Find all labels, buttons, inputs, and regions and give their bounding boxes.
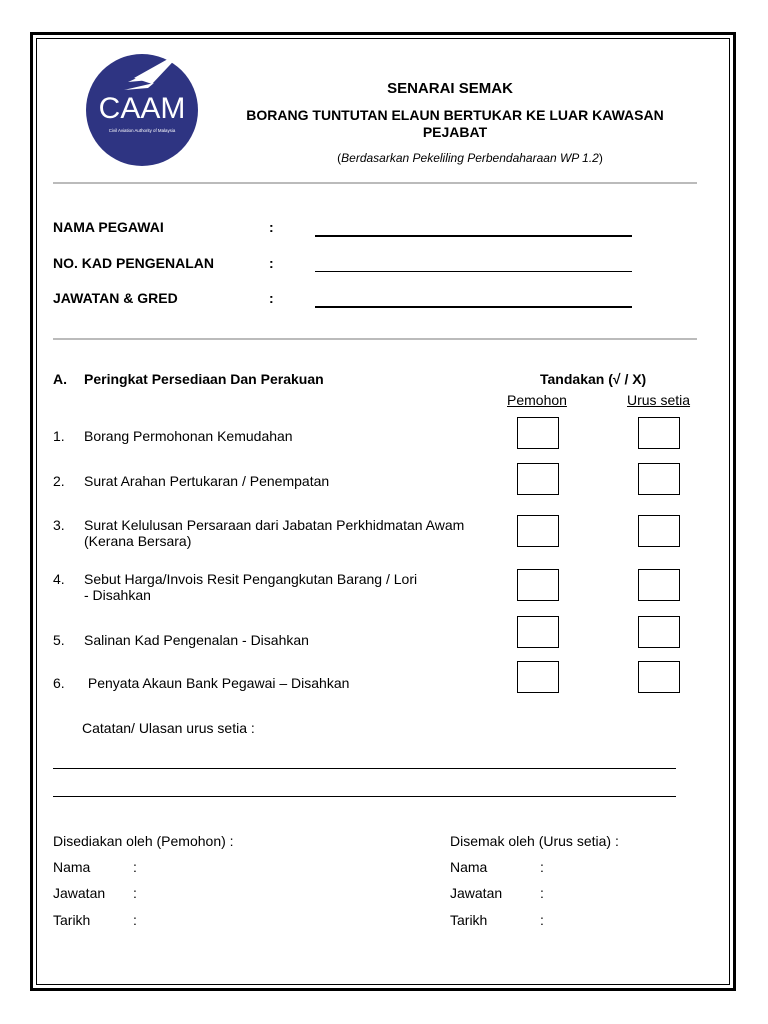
field-colon: : — [269, 290, 274, 306]
sig-colon: : — [133, 912, 137, 928]
sig-colon: : — [540, 885, 544, 901]
sig-colon: : — [133, 885, 137, 901]
item-number: 5. — [53, 632, 65, 648]
item-text: Sebut Harga/Invois Resit Pengangkutan Barang / Lori - Disahkan — [84, 571, 418, 603]
divider-top — [53, 182, 697, 184]
field-colon: : — [269, 219, 274, 235]
sig-heading-pemohon: Disediakan oleh (Pemohon) : — [53, 833, 234, 849]
caam-logo — [84, 50, 200, 166]
field-label-nama: NAMA PEGAWAI — [53, 219, 164, 235]
sig-row-label: Tarikh — [450, 912, 488, 928]
column-header-pemohon: Pemohon — [507, 392, 567, 408]
sig-row-label: Jawatan — [53, 885, 106, 901]
checkbox-urus-setia-2[interactable] — [638, 463, 680, 495]
checkbox-urus-setia-1[interactable] — [638, 417, 680, 449]
checkbox-pemohon-6[interactable] — [517, 661, 559, 693]
item-text: Surat Kelulusan Persaraan dari Jabatan Perkhidmatan Awam (Kerana Bersara) — [84, 517, 465, 549]
form-basis: (Berdasarkan Pekeliling Perbendaharaan WP 1.2) — [337, 151, 603, 165]
checkbox-pemohon-4[interactable] — [517, 569, 559, 601]
column-header-urus-setia: Urus setia — [627, 392, 691, 408]
item-text: Salinan Kad Pengenalan - Disahkan — [84, 632, 309, 648]
item-text: Penyata Akaun Bank Pegawai – Disahkan — [84, 675, 350, 691]
sig-row-label: Tarikh — [53, 912, 91, 928]
field-input-jawatan[interactable] — [315, 306, 632, 308]
marks-label: Tandakan (√ / X) — [540, 371, 647, 387]
sig-row-label: Jawatan — [450, 885, 503, 901]
item-number: 1. — [53, 428, 65, 444]
item-number: 3. — [53, 517, 65, 533]
section-letter: A. — [53, 371, 67, 387]
checkbox-urus-setia-6[interactable] — [638, 661, 680, 693]
notes-line-1[interactable] — [53, 768, 676, 769]
item-number: 6. — [53, 675, 65, 691]
item-text: Borang Permohonan Kemudahan — [84, 428, 293, 444]
sig-colon: : — [133, 859, 137, 875]
checkbox-urus-setia-5[interactable] — [638, 616, 680, 648]
checkbox-pemohon-2[interactable] — [517, 463, 559, 495]
form-subtitle: BORANG TUNTUTAN ELAUN BERTUKAR KE LUAR KAWASAN PEJABAT — [246, 107, 664, 140]
checkbox-pemohon-5[interactable] — [517, 616, 559, 648]
field-label-ic: NO. KAD PENGENALAN — [53, 255, 215, 271]
checkbox-pemohon-1[interactable] — [517, 417, 559, 449]
divider-middle — [53, 338, 697, 340]
checkbox-urus-setia-3[interactable] — [638, 515, 680, 547]
notes-label: Catatan/ Ulasan urus setia : — [82, 720, 255, 736]
field-colon: : — [269, 255, 274, 271]
sig-row-label: Nama — [53, 859, 91, 875]
field-input-nama[interactable] — [315, 235, 632, 237]
sig-row-label: Nama — [450, 859, 488, 875]
svg-text:Civil Aviation Authority of Ma: Civil Aviation Authority of Malaysia — [108, 128, 176, 133]
field-input-ic[interactable] — [315, 271, 632, 272]
item-text: Surat Arahan Pertukaran / Penempatan — [84, 473, 330, 489]
sig-colon: : — [540, 859, 544, 875]
checkbox-pemohon-3[interactable] — [517, 515, 559, 547]
sig-heading-urus-setia: Disemak oleh (Urus setia) : — [450, 833, 619, 849]
section-title: Peringkat Persediaan Dan Perakuan — [84, 371, 324, 387]
checkbox-urus-setia-4[interactable] — [638, 569, 680, 601]
svg-text:CAAM: CAAM — [98, 92, 186, 125]
item-number: 4. — [53, 571, 65, 587]
form-title: SENARAI SEMAK — [387, 80, 513, 97]
notes-line-2[interactable] — [53, 796, 676, 797]
sig-colon: : — [540, 912, 544, 928]
field-label-jawatan: JAWATAN & GRED — [53, 290, 178, 306]
item-number: 2. — [53, 473, 65, 489]
